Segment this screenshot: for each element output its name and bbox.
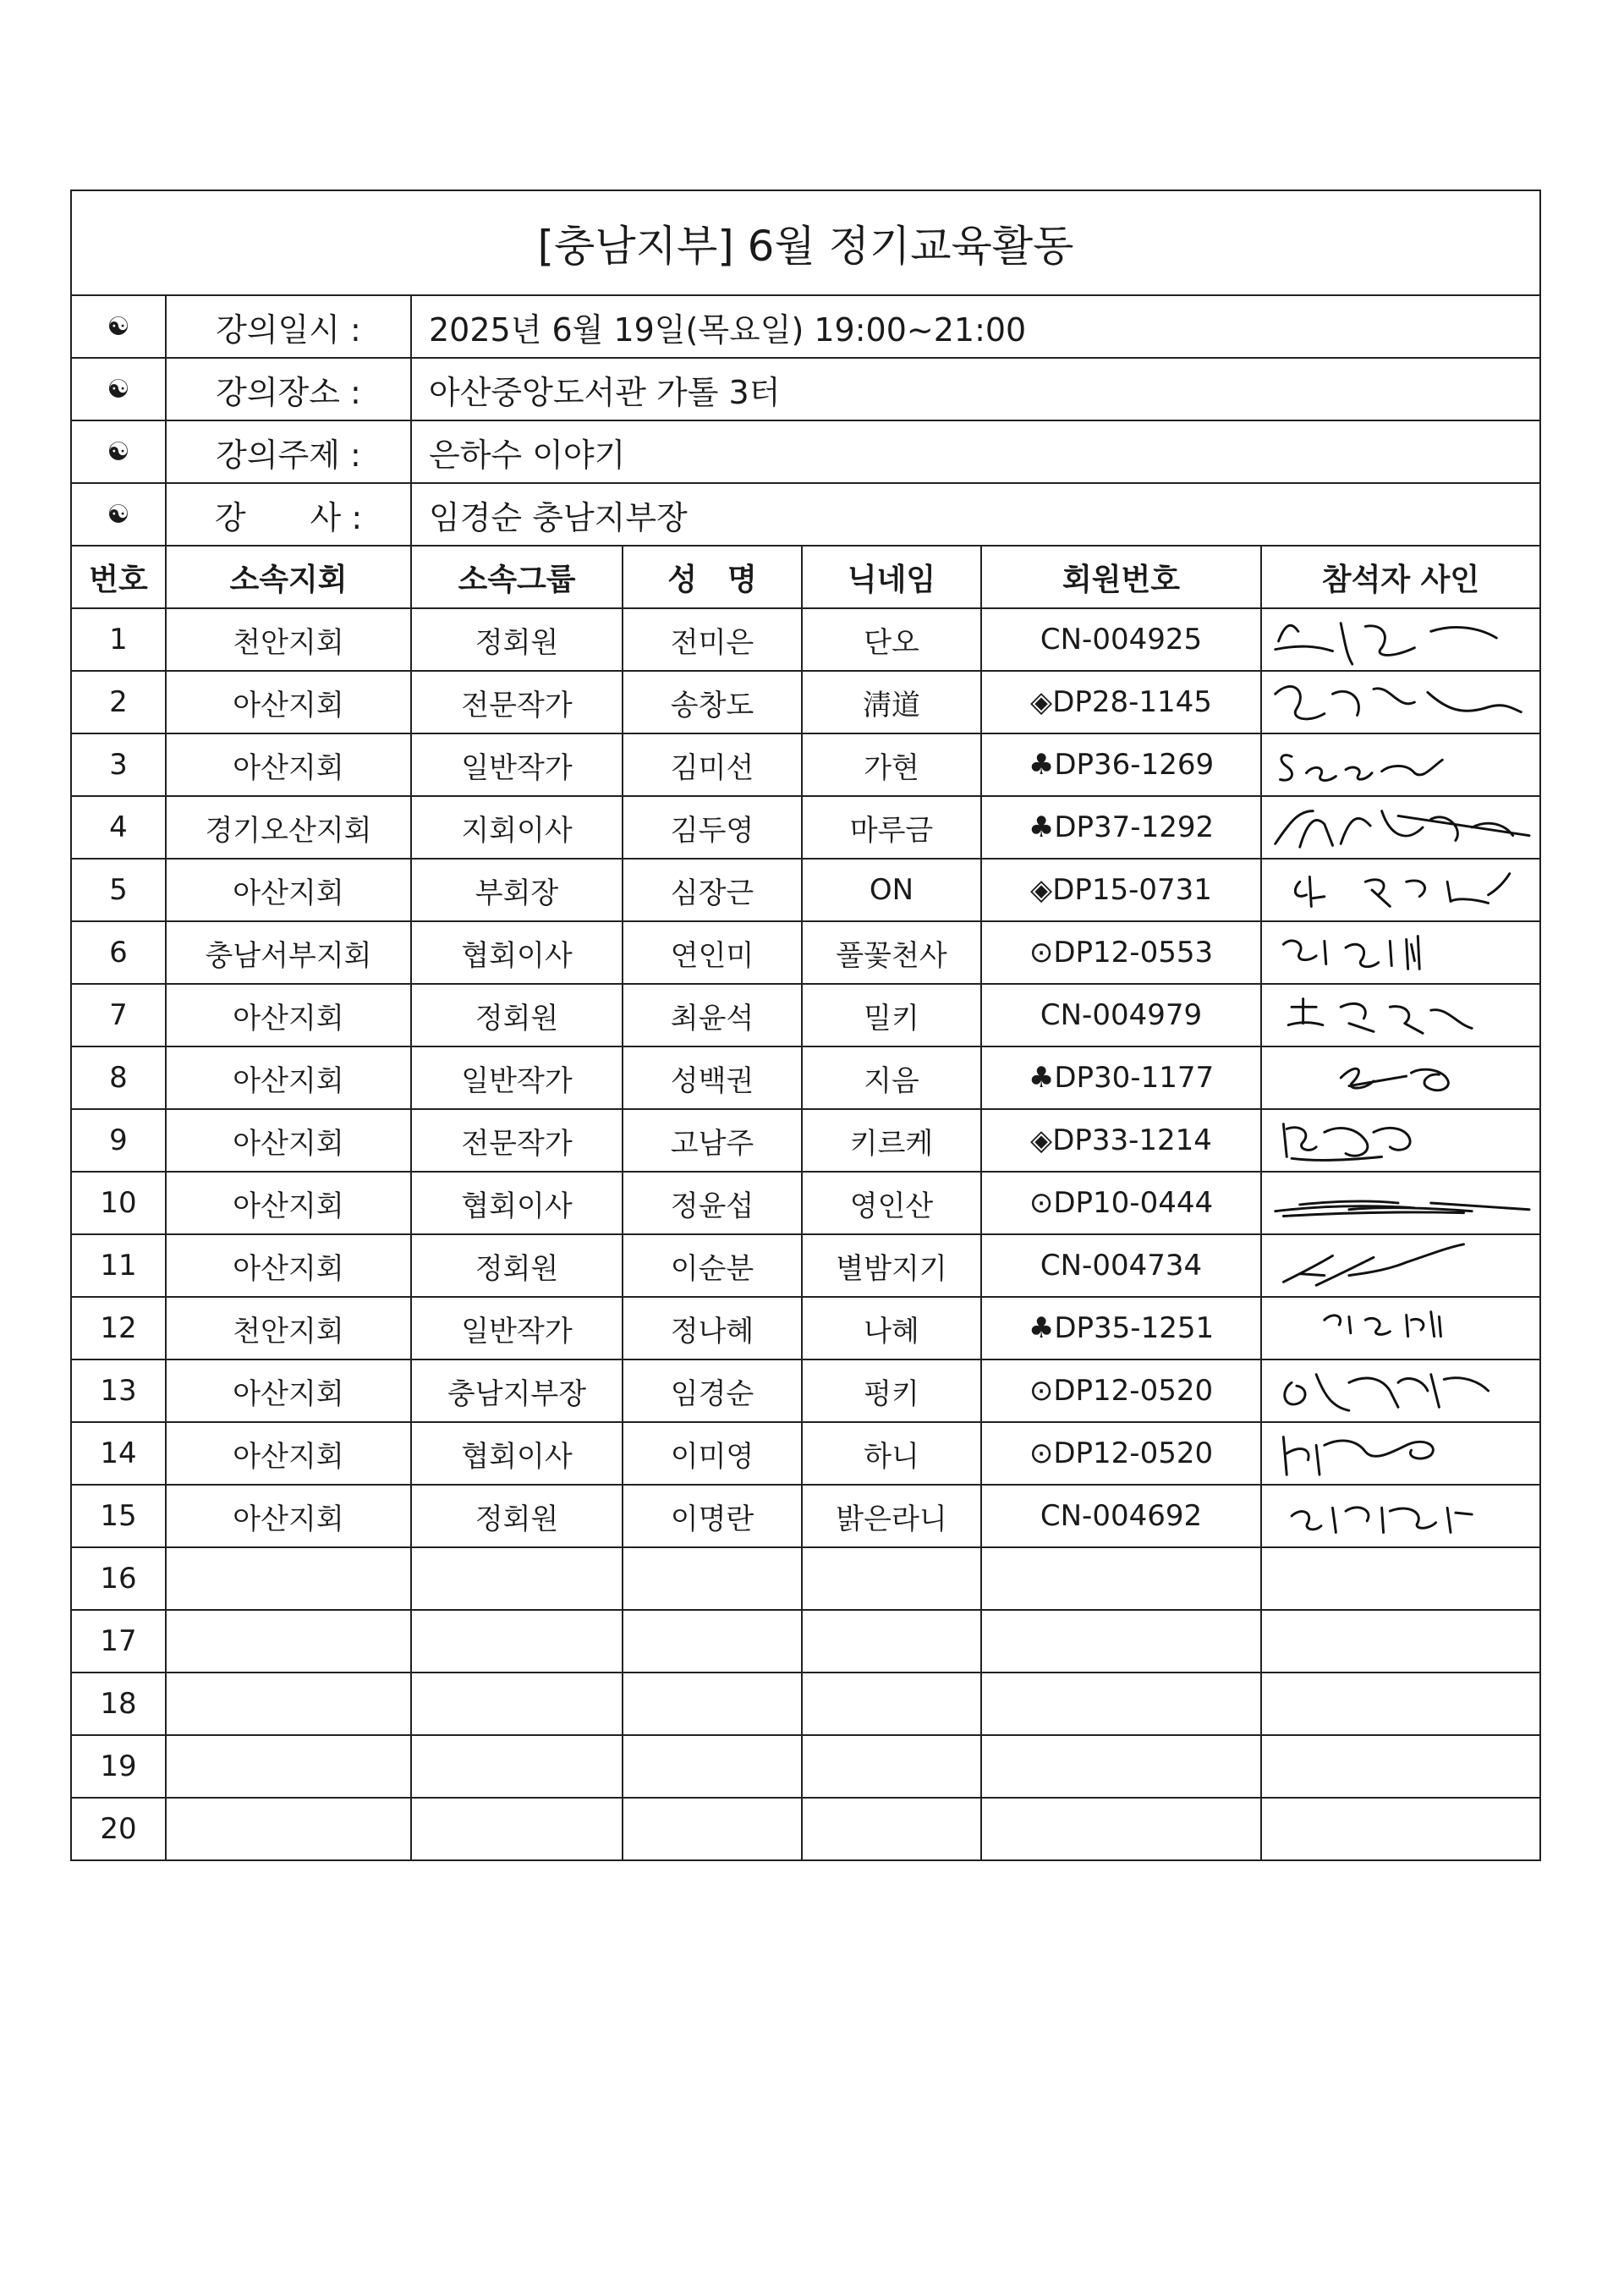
info-label: 강 사 :: [166, 483, 411, 546]
row-number: 8: [71, 1046, 166, 1109]
branch-cell: 아산지회: [166, 1234, 411, 1297]
signature-cell: [1261, 1735, 1540, 1798]
table-row: [71, 608, 1540, 671]
signature-stroke: [1288, 999, 1472, 1034]
group-cell: 일반작가: [411, 1046, 623, 1109]
name-cell: [623, 1547, 802, 1610]
table-header: [71, 546, 1540, 608]
group-cell: 정회원: [411, 1485, 623, 1547]
table-row: [71, 984, 1540, 1046]
yin-yang-icon: ☯: [71, 358, 166, 420]
nickname-cell: 펑키: [802, 1359, 981, 1422]
signature-cell: [1261, 1610, 1540, 1673]
signature-cell: [1261, 1673, 1540, 1735]
info-value: 아산중앙도서관 가톨 3터: [411, 358, 1540, 420]
handwritten-signature: [1267, 1234, 1529, 1297]
table-row: [71, 921, 1540, 984]
name-cell: 전미은: [623, 608, 802, 671]
name-cell: 성백권: [623, 1046, 802, 1109]
row-number: 5: [71, 859, 166, 921]
row-number: 10: [71, 1172, 166, 1234]
nickname-cell: [802, 1610, 981, 1673]
name-cell: [623, 1610, 802, 1673]
signature-stroke: [1276, 623, 1497, 664]
column-header-number: 번호: [71, 546, 166, 608]
info-row-topic: [71, 420, 1540, 483]
name-cell: 이순분: [623, 1234, 802, 1297]
group-cell: [411, 1547, 623, 1610]
signature-stroke: [1276, 811, 1529, 848]
table-row: [71, 1485, 1540, 1547]
branch-cell: [166, 1735, 411, 1798]
name-cell: [623, 1798, 802, 1860]
column-header-signature: 참석자 사인: [1261, 546, 1540, 608]
group-cell: 정회원: [411, 608, 623, 671]
table-row: [71, 1234, 1540, 1297]
table-row: [71, 1735, 1540, 1798]
group-cell: [411, 1610, 623, 1673]
nickname-cell: 나혜: [802, 1297, 981, 1359]
signature-stroke: [1283, 937, 1419, 969]
signature-cell: [1261, 1359, 1540, 1422]
info-value: 2025년 6월 19일(목요일) 19:00~21:00: [411, 295, 1540, 358]
name-cell: [623, 1673, 802, 1735]
yin-yang-icon: ☯: [71, 295, 166, 358]
signature-cell: [1261, 859, 1540, 921]
member-number-cell: ♣DP36-1269: [981, 733, 1261, 796]
handwritten-signature: [1267, 608, 1529, 671]
group-cell: 부회장: [411, 859, 623, 921]
signature-cell: [1261, 1234, 1540, 1297]
signature-stroke: [1341, 1068, 1448, 1090]
name-cell: 김두영: [623, 796, 802, 859]
member-number-cell: ♣DP37-1292: [981, 796, 1261, 859]
nickname-cell: 영인산: [802, 1172, 981, 1234]
row-number: 14: [71, 1422, 166, 1485]
signature-cell: [1261, 1485, 1540, 1547]
nickname-cell: 밝은라니: [802, 1485, 981, 1547]
nickname-cell: [802, 1798, 981, 1860]
row-number: 11: [71, 1234, 166, 1297]
nickname-cell: [802, 1547, 981, 1610]
row-number: 17: [71, 1610, 166, 1673]
group-cell: 일반작가: [411, 733, 623, 796]
table-row: [71, 1046, 1540, 1109]
branch-cell: 아산지회: [166, 1422, 411, 1485]
handwritten-signature: [1267, 1297, 1529, 1359]
column-header-name: 성 명: [623, 546, 802, 608]
table-row: [71, 1798, 1540, 1860]
row-number: 13: [71, 1359, 166, 1422]
row-number: 7: [71, 984, 166, 1046]
nickname-cell: 풀꽃천사: [802, 921, 981, 984]
name-cell: 이미영: [623, 1422, 802, 1485]
signature-cell: [1261, 1422, 1540, 1485]
signature-stroke: [1325, 1312, 1441, 1337]
signature-cell: [1261, 984, 1540, 1046]
group-cell: 전문작가: [411, 1109, 623, 1172]
nickname-cell: 밀키: [802, 984, 981, 1046]
group-cell: 충남지부장: [411, 1359, 623, 1422]
group-cell: [411, 1798, 623, 1860]
signature-cell: [1261, 1172, 1540, 1234]
column-header-nickname: 닉네임: [802, 546, 981, 608]
handwritten-signature: [1267, 1109, 1529, 1172]
row-number: 20: [71, 1798, 166, 1860]
branch-cell: 경기오산지회: [166, 796, 411, 859]
group-cell: 전문작가: [411, 671, 623, 733]
name-cell: 심장근: [623, 859, 802, 921]
branch-cell: 아산지회: [166, 1046, 411, 1109]
signature-stroke: [1283, 1437, 1433, 1475]
row-number: 2: [71, 671, 166, 733]
handwritten-signature: [1267, 1046, 1529, 1109]
name-cell: 정윤섭: [623, 1172, 802, 1234]
info-label: 강의장소 :: [166, 358, 411, 420]
table-row: [71, 1673, 1540, 1735]
handwritten-signature: [1267, 796, 1529, 859]
row-number: 9: [71, 1109, 166, 1172]
branch-cell: 아산지회: [166, 733, 411, 796]
nickname-cell: 단오: [802, 608, 981, 671]
table-row: [71, 796, 1540, 859]
yin-yang-icon: ☯: [71, 420, 166, 483]
table-row: [71, 733, 1540, 796]
group-cell: 정회원: [411, 984, 623, 1046]
table-row: [71, 1172, 1540, 1234]
group-cell: 일반작가: [411, 1297, 623, 1359]
name-cell: 송창도: [623, 671, 802, 733]
name-cell: 연인미: [623, 921, 802, 984]
column-header-group: 소속그룹: [411, 546, 623, 608]
name-cell: 김미선: [623, 733, 802, 796]
group-cell: 협회이사: [411, 1172, 623, 1234]
nickname-cell: 淸道: [802, 671, 981, 733]
member-number-cell: ⊙DP12-0520: [981, 1422, 1261, 1485]
table-row: [71, 1610, 1540, 1673]
handwritten-signature: [1267, 1359, 1529, 1422]
name-cell: 정나혜: [623, 1297, 802, 1359]
nickname-cell: 하니: [802, 1422, 981, 1485]
branch-cell: 아산지회: [166, 984, 411, 1046]
info-label: 강의주제 :: [166, 420, 411, 483]
row-number: 6: [71, 921, 166, 984]
branch-cell: [166, 1673, 411, 1735]
signature-cell: [1261, 1046, 1540, 1109]
nickname-cell: 키르케: [802, 1109, 981, 1172]
branch-cell: 천안지회: [166, 608, 411, 671]
group-cell: 협회이사: [411, 1422, 623, 1485]
signature-cell: [1261, 1109, 1540, 1172]
signature-stroke: [1281, 755, 1443, 781]
table-row: [71, 1547, 1540, 1610]
handwritten-signature: [1267, 1172, 1529, 1234]
signature-cell: [1261, 1798, 1540, 1860]
handwritten-signature: [1267, 921, 1529, 984]
member-number-cell: [981, 1547, 1261, 1610]
branch-cell: 천안지회: [166, 1297, 411, 1359]
nickname-cell: [802, 1673, 981, 1735]
signature-cell: [1261, 733, 1540, 796]
signature-stroke: [1276, 686, 1522, 718]
group-cell: 정회원: [411, 1234, 623, 1297]
member-number-cell: [981, 1735, 1261, 1798]
name-cell: 이명란: [623, 1485, 802, 1547]
info-value: 임경순 충남지부장: [411, 483, 1540, 546]
table-row: [71, 1359, 1540, 1422]
info-row-lecturer: [71, 483, 1540, 546]
table-row: [71, 1422, 1540, 1485]
group-cell: [411, 1673, 623, 1735]
nickname-cell: ON: [802, 859, 981, 921]
signature-cell: [1261, 671, 1540, 733]
signature-cell: [1261, 796, 1540, 859]
name-cell: 임경순: [623, 1359, 802, 1422]
attendance-sheet: [70, 190, 1541, 1861]
column-header-branch: 소속지회: [166, 546, 411, 608]
table-row: [71, 859, 1540, 921]
nickname-cell: 마루금: [802, 796, 981, 859]
member-number-cell: CN-004692: [981, 1485, 1261, 1547]
page-title: [충남지부] 6월 정기교육활동: [71, 190, 1540, 295]
signature-stroke: [1285, 1375, 1489, 1411]
signature-stroke: [1276, 1201, 1529, 1217]
info-row-place: [71, 358, 1540, 420]
row-number: 1: [71, 608, 166, 671]
handwritten-signature: [1267, 671, 1529, 733]
info-value: 은하수 이야기: [411, 420, 1540, 483]
member-number-cell: ⊙DP12-0520: [981, 1359, 1261, 1422]
group-cell: [411, 1735, 623, 1798]
branch-cell: 아산지회: [166, 671, 411, 733]
member-number-cell: ◈DP33-1214: [981, 1109, 1261, 1172]
branch-cell: [166, 1547, 411, 1610]
group-cell: 협회이사: [411, 921, 623, 984]
member-number-cell: [981, 1610, 1261, 1673]
row-number: 18: [71, 1673, 166, 1735]
info-label: 강의일시 :: [166, 295, 411, 358]
member-number-cell: ⊙DP12-0553: [981, 921, 1261, 984]
row-number: 15: [71, 1485, 166, 1547]
member-number-cell: CN-004979: [981, 984, 1261, 1046]
handwritten-signature: [1267, 984, 1529, 1046]
branch-cell: 아산지회: [166, 1359, 411, 1422]
member-number-cell: CN-004734: [981, 1234, 1261, 1297]
name-cell: 최윤석: [623, 984, 802, 1046]
branch-cell: 아산지회: [166, 1172, 411, 1234]
branch-cell: 아산지회: [166, 1485, 411, 1547]
signature-stroke: [1295, 874, 1509, 907]
handwritten-signature: [1267, 1485, 1529, 1547]
branch-cell: [166, 1798, 411, 1860]
signature-cell: [1261, 608, 1540, 671]
handwritten-signature: [1267, 733, 1529, 796]
member-number-cell: CN-004925: [981, 608, 1261, 671]
row-number: 12: [71, 1297, 166, 1359]
branch-cell: [166, 1610, 411, 1673]
signature-cell: [1261, 1297, 1540, 1359]
nickname-cell: 별밤지기: [802, 1234, 981, 1297]
member-number-cell: [981, 1798, 1261, 1860]
column-header-member-number: 회원번호: [981, 546, 1261, 608]
info-row-date: [71, 295, 1540, 358]
row-number: 4: [71, 796, 166, 859]
nickname-cell: 지음: [802, 1046, 981, 1109]
table-row: [71, 671, 1540, 733]
handwritten-signature: [1267, 859, 1529, 921]
signature-stroke: [1283, 1124, 1410, 1161]
nickname-cell: [802, 1735, 981, 1798]
row-number: 16: [71, 1547, 166, 1610]
member-number-cell: ◈DP28-1145: [981, 671, 1261, 733]
group-cell: 지회이사: [411, 796, 623, 859]
table-row: [71, 1297, 1540, 1359]
member-number-cell: ♣DP35-1251: [981, 1297, 1261, 1359]
name-cell: 고남주: [623, 1109, 802, 1172]
member-number-cell: [981, 1673, 1261, 1735]
signature-stroke: [1283, 1244, 1463, 1285]
branch-cell: 충남서부지회: [166, 921, 411, 984]
yin-yang-icon: ☯: [71, 483, 166, 546]
signature-stroke: [1292, 1508, 1472, 1533]
nickname-cell: 가현: [802, 733, 981, 796]
handwritten-signature: [1267, 1422, 1529, 1485]
branch-cell: 아산지회: [166, 859, 411, 921]
member-number-cell: ◈DP15-0731: [981, 859, 1261, 921]
name-cell: [623, 1735, 802, 1798]
member-number-cell: ♣DP30-1177: [981, 1046, 1261, 1109]
row-number: 3: [71, 733, 166, 796]
signature-cell: [1261, 921, 1540, 984]
member-number-cell: ⊙DP10-0444: [981, 1172, 1261, 1234]
branch-cell: 아산지회: [166, 1109, 411, 1172]
row-number: 19: [71, 1735, 166, 1798]
signature-cell: [1261, 1547, 1540, 1610]
table-row: [71, 1109, 1540, 1172]
